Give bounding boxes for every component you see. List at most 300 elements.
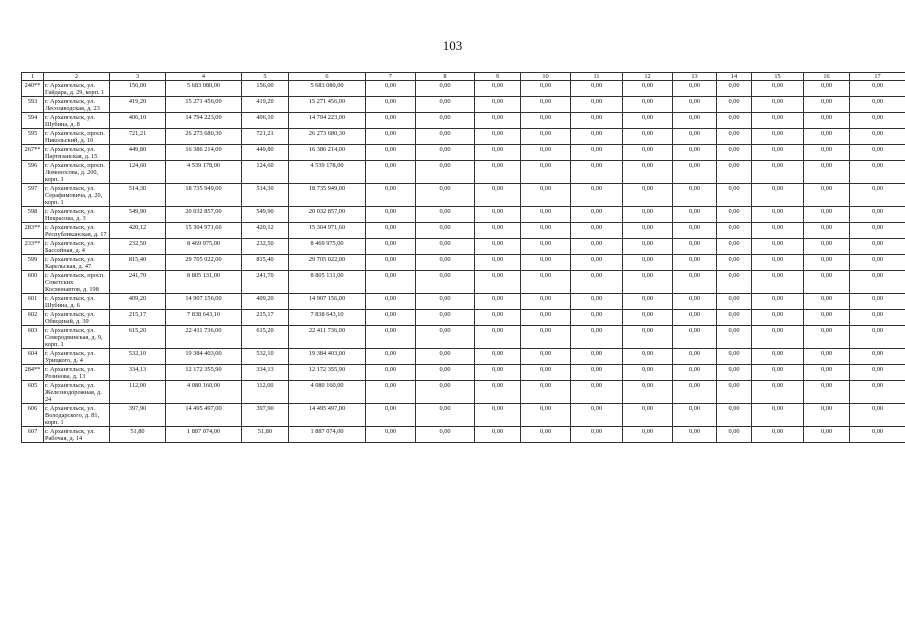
value-cell: 215,17 bbox=[242, 310, 289, 326]
page-number: 103 bbox=[442, 38, 463, 53]
value-cell: 0,00 bbox=[673, 255, 717, 271]
value-cell: 0,00 bbox=[717, 326, 752, 349]
table-row bbox=[22, 271, 905, 294]
value-cell: 406,10 bbox=[242, 113, 289, 129]
column-header: 6 bbox=[289, 73, 366, 81]
value-cell: 0,00 bbox=[571, 145, 623, 161]
value-cell: 0,00 bbox=[850, 381, 905, 404]
value-cell: 0,00 bbox=[752, 271, 804, 294]
value-cell: 419,20 bbox=[110, 97, 166, 113]
value-cell: 0,00 bbox=[623, 404, 673, 427]
value-cell: 0,00 bbox=[804, 184, 850, 207]
value-cell: 0,00 bbox=[366, 349, 416, 365]
value-cell: 0,00 bbox=[752, 255, 804, 271]
value-cell: 0,00 bbox=[752, 207, 804, 223]
address-cell: г. Архангельск, ул. Володарского, д. 81, корп. 1 bbox=[44, 404, 110, 427]
value-cell: 721,21 bbox=[110, 129, 166, 145]
value-cell: 15 304 971,60 bbox=[289, 223, 366, 239]
address-cell: г. Архангельск, ул. Партизанская, д. 15 bbox=[44, 145, 110, 161]
value-cell: 0,00 bbox=[571, 97, 623, 113]
table-row bbox=[22, 427, 905, 443]
column-header: 4 bbox=[166, 73, 242, 81]
address-cell: г. Архангельск, ул. Шубина, д. 6 bbox=[44, 294, 110, 310]
value-cell: 0,00 bbox=[752, 294, 804, 310]
value-cell: 14 794 223,00 bbox=[166, 113, 242, 129]
table-row bbox=[22, 255, 905, 271]
value-cell: 0,00 bbox=[521, 184, 571, 207]
value-cell: 0,00 bbox=[850, 97, 905, 113]
value-cell: 0,00 bbox=[475, 113, 521, 129]
value-cell: 19 384 403,00 bbox=[166, 349, 242, 365]
value-cell: 29 705 022,00 bbox=[289, 255, 366, 271]
value-cell: 0,00 bbox=[673, 161, 717, 184]
value-cell: 0,00 bbox=[521, 113, 571, 129]
value-cell: 0,00 bbox=[752, 427, 804, 443]
value-cell: 0,00 bbox=[475, 271, 521, 294]
value-cell: 0,00 bbox=[571, 271, 623, 294]
value-cell: 0,00 bbox=[366, 255, 416, 271]
address-cell: г. Архангельск, ул. Серафимовича, д. 20, корп. 1 bbox=[44, 184, 110, 207]
value-cell: 615,20 bbox=[110, 326, 166, 349]
value-cell: 0,00 bbox=[804, 294, 850, 310]
value-cell: 232,50 bbox=[242, 239, 289, 255]
value-cell: 0,00 bbox=[850, 161, 905, 184]
value-cell: 0,00 bbox=[717, 81, 752, 97]
column-header: 7 bbox=[366, 73, 416, 81]
value-cell: 532,10 bbox=[242, 349, 289, 365]
table-header bbox=[22, 73, 905, 81]
value-cell: 1 887 074,00 bbox=[166, 427, 242, 443]
value-cell: 0,00 bbox=[475, 239, 521, 255]
row-number-cell: 605 bbox=[22, 381, 44, 404]
value-cell: 0,00 bbox=[804, 145, 850, 161]
address-cell: г. Архангельск, ул. Некрасова, д. 3 bbox=[44, 207, 110, 223]
address-cell: г. Архангельск, ул. Шубина, д. 8 bbox=[44, 113, 110, 129]
value-cell: 0,00 bbox=[475, 326, 521, 349]
value-cell: 14 794 223,00 bbox=[289, 113, 366, 129]
value-cell: 0,00 bbox=[521, 365, 571, 381]
value-cell: 0,00 bbox=[366, 223, 416, 239]
value-cell: 0,00 bbox=[752, 404, 804, 427]
value-cell: 22 411 736,00 bbox=[289, 326, 366, 349]
value-cell: 0,00 bbox=[673, 184, 717, 207]
row-number-cell: 233** bbox=[22, 239, 44, 255]
table-row bbox=[22, 294, 905, 310]
row-number-cell: 284** bbox=[22, 365, 44, 381]
value-cell: 18 735 949,00 bbox=[289, 184, 366, 207]
value-cell: 420,12 bbox=[110, 223, 166, 239]
value-cell: 420,12 bbox=[242, 223, 289, 239]
row-number-cell: 607 bbox=[22, 427, 44, 443]
value-cell: 0,00 bbox=[752, 184, 804, 207]
table-row bbox=[22, 145, 905, 161]
value-cell: 0,00 bbox=[717, 113, 752, 129]
value-cell: 241,70 bbox=[110, 271, 166, 294]
value-cell: 7 838 643,10 bbox=[166, 310, 242, 326]
value-cell: 0,00 bbox=[475, 381, 521, 404]
value-cell: 0,00 bbox=[717, 294, 752, 310]
value-cell: 0,00 bbox=[416, 129, 475, 145]
value-cell: 0,00 bbox=[850, 404, 905, 427]
value-cell: 5 683 080,00 bbox=[166, 81, 242, 97]
value-cell: 514,30 bbox=[242, 184, 289, 207]
value-cell: 0,00 bbox=[804, 255, 850, 271]
row-number-cell: 599 bbox=[22, 255, 44, 271]
address-cell: г. Архангельск, ул. Урицкого, д. 4 bbox=[44, 349, 110, 365]
value-cell: 0,00 bbox=[475, 294, 521, 310]
value-cell: 0,00 bbox=[673, 349, 717, 365]
value-cell: 16 386 214,00 bbox=[166, 145, 242, 161]
value-cell: 0,00 bbox=[416, 349, 475, 365]
value-cell: 0,00 bbox=[571, 239, 623, 255]
table-row bbox=[22, 161, 905, 184]
value-cell: 0,00 bbox=[673, 271, 717, 294]
value-cell: 0,00 bbox=[673, 145, 717, 161]
value-cell: 26 273 680,30 bbox=[289, 129, 366, 145]
value-cell: 0,00 bbox=[571, 113, 623, 129]
table-row bbox=[22, 381, 905, 404]
row-number-cell: 594 bbox=[22, 113, 44, 129]
value-cell: 0,00 bbox=[623, 294, 673, 310]
value-cell: 0,00 bbox=[571, 310, 623, 326]
value-cell: 0,00 bbox=[366, 207, 416, 223]
value-cell: 0,00 bbox=[673, 326, 717, 349]
value-cell: 0,00 bbox=[623, 239, 673, 255]
value-cell: 0,00 bbox=[804, 381, 850, 404]
value-cell: 0,00 bbox=[804, 113, 850, 129]
value-cell: 0,00 bbox=[521, 294, 571, 310]
value-cell: 232,50 bbox=[110, 239, 166, 255]
value-cell: 0,00 bbox=[673, 239, 717, 255]
value-cell: 0,00 bbox=[521, 81, 571, 97]
value-cell: 0,00 bbox=[366, 129, 416, 145]
value-cell: 0,00 bbox=[475, 129, 521, 145]
value-cell: 0,00 bbox=[475, 349, 521, 365]
value-cell: 241,70 bbox=[242, 271, 289, 294]
value-cell: 0,00 bbox=[366, 161, 416, 184]
value-cell: 0,00 bbox=[366, 310, 416, 326]
value-cell: 0,00 bbox=[752, 161, 804, 184]
value-cell: 0,00 bbox=[623, 255, 673, 271]
value-cell: 15 304 971,60 bbox=[166, 223, 242, 239]
value-cell: 0,00 bbox=[804, 161, 850, 184]
value-cell: 0,00 bbox=[804, 223, 850, 239]
value-cell: 8 469 975,00 bbox=[289, 239, 366, 255]
value-cell: 14 495 497,00 bbox=[289, 404, 366, 427]
value-cell: 0,00 bbox=[804, 427, 850, 443]
value-cell: 0,00 bbox=[416, 184, 475, 207]
value-cell: 0,00 bbox=[475, 97, 521, 113]
value-cell: 0,00 bbox=[416, 381, 475, 404]
value-cell: 22 411 736,00 bbox=[166, 326, 242, 349]
value-cell: 0,00 bbox=[571, 161, 623, 184]
value-cell: 0,00 bbox=[850, 326, 905, 349]
value-cell: 0,00 bbox=[475, 81, 521, 97]
value-cell: 5 683 080,00 bbox=[289, 81, 366, 97]
value-cell: 0,00 bbox=[850, 207, 905, 223]
value-cell: 0,00 bbox=[752, 129, 804, 145]
address-cell: г. Архангельск, ул. Обводный, д. 39 bbox=[44, 310, 110, 326]
table-row bbox=[22, 404, 905, 427]
value-cell: 4 080 160,00 bbox=[289, 381, 366, 404]
value-cell: 0,00 bbox=[475, 161, 521, 184]
value-cell: 0,00 bbox=[623, 113, 673, 129]
value-cell: 18 735 949,00 bbox=[166, 184, 242, 207]
value-cell: 0,00 bbox=[571, 326, 623, 349]
value-cell: 0,00 bbox=[717, 145, 752, 161]
value-cell: 0,00 bbox=[571, 207, 623, 223]
value-cell: 0,00 bbox=[416, 223, 475, 239]
table-row bbox=[22, 349, 905, 365]
table-row bbox=[22, 97, 905, 113]
value-cell: 0,00 bbox=[673, 129, 717, 145]
value-cell: 0,00 bbox=[521, 326, 571, 349]
value-cell: 16 386 214,00 bbox=[289, 145, 366, 161]
value-cell: 0,00 bbox=[571, 184, 623, 207]
address-cell: г. Архангельск, ул. Гайдара, д. 29, корп. 1 bbox=[44, 81, 110, 97]
value-cell: 0,00 bbox=[366, 239, 416, 255]
value-cell: 0,00 bbox=[416, 404, 475, 427]
value-cell: 0,00 bbox=[804, 207, 850, 223]
value-cell: 0,00 bbox=[804, 404, 850, 427]
column-header: 17 bbox=[850, 73, 905, 81]
value-cell: 0,00 bbox=[416, 97, 475, 113]
value-cell: 20 032 857,00 bbox=[166, 207, 242, 223]
value-cell: 0,00 bbox=[475, 223, 521, 239]
address-cell: г. Архангельск, ул. Карельская, д. 47 bbox=[44, 255, 110, 271]
value-cell: 0,00 bbox=[571, 427, 623, 443]
table-row bbox=[22, 223, 905, 239]
value-cell: 0,00 bbox=[521, 271, 571, 294]
value-cell: 0,00 bbox=[717, 349, 752, 365]
value-cell: 4 539 178,00 bbox=[166, 161, 242, 184]
address-cell: г. Архангельск, ул. Рабочая, д. 14 bbox=[44, 427, 110, 443]
value-cell: 0,00 bbox=[475, 145, 521, 161]
value-cell: 0,00 bbox=[366, 184, 416, 207]
value-cell: 14 907 156,00 bbox=[289, 294, 366, 310]
row-number-cell: 267** bbox=[22, 145, 44, 161]
value-cell: 0,00 bbox=[850, 239, 905, 255]
value-cell: 0,00 bbox=[475, 427, 521, 443]
value-cell: 124,60 bbox=[110, 161, 166, 184]
row-number-cell: 593 bbox=[22, 97, 44, 113]
value-cell: 0,00 bbox=[475, 184, 521, 207]
column-header: 5 bbox=[242, 73, 289, 81]
value-cell: 549,90 bbox=[242, 207, 289, 223]
value-cell: 0,00 bbox=[623, 310, 673, 326]
value-cell: 8 805 131,00 bbox=[289, 271, 366, 294]
value-cell: 0,00 bbox=[623, 349, 673, 365]
value-cell: 0,00 bbox=[416, 255, 475, 271]
value-cell: 0,00 bbox=[673, 223, 717, 239]
value-cell: 0,00 bbox=[850, 223, 905, 239]
value-cell: 0,00 bbox=[717, 239, 752, 255]
value-cell: 0,00 bbox=[850, 349, 905, 365]
table-row bbox=[22, 207, 905, 223]
column-header: 10 bbox=[521, 73, 571, 81]
value-cell: 0,00 bbox=[475, 365, 521, 381]
value-cell: 14 907 156,00 bbox=[166, 294, 242, 310]
value-cell: 0,00 bbox=[623, 129, 673, 145]
value-cell: 0,00 bbox=[366, 326, 416, 349]
value-cell: 0,00 bbox=[521, 161, 571, 184]
table-row bbox=[22, 239, 905, 255]
value-cell: 0,00 bbox=[571, 255, 623, 271]
value-cell: 156,00 bbox=[110, 81, 166, 97]
value-cell: 0,00 bbox=[623, 365, 673, 381]
value-cell: 0,00 bbox=[623, 184, 673, 207]
value-cell: 0,00 bbox=[752, 81, 804, 97]
value-cell: 449,80 bbox=[110, 145, 166, 161]
value-cell: 0,00 bbox=[475, 404, 521, 427]
value-cell: 0,00 bbox=[717, 184, 752, 207]
value-cell: 14 495 497,00 bbox=[166, 404, 242, 427]
value-cell: 0,00 bbox=[717, 310, 752, 326]
value-cell: 0,00 bbox=[416, 326, 475, 349]
column-header: 8 bbox=[416, 73, 475, 81]
value-cell: 15 271 456,00 bbox=[289, 97, 366, 113]
value-cell: 0,00 bbox=[850, 271, 905, 294]
value-cell: 0,00 bbox=[416, 207, 475, 223]
value-cell: 409,20 bbox=[110, 294, 166, 310]
value-cell: 0,00 bbox=[416, 113, 475, 129]
value-cell: 0,00 bbox=[804, 349, 850, 365]
row-number-cell: 598 bbox=[22, 207, 44, 223]
row-number-cell: 283** bbox=[22, 223, 44, 239]
address-cell: г. Архангельск, ул. Лесозаводская, д. 23 bbox=[44, 97, 110, 113]
value-cell: 0,00 bbox=[752, 113, 804, 129]
table-row bbox=[22, 326, 905, 349]
value-cell: 0,00 bbox=[521, 207, 571, 223]
value-cell: 0,00 bbox=[571, 129, 623, 145]
value-cell: 0,00 bbox=[752, 223, 804, 239]
value-cell: 0,00 bbox=[521, 255, 571, 271]
column-header: 14 bbox=[717, 73, 752, 81]
value-cell: 0,00 bbox=[850, 113, 905, 129]
value-cell: 156,00 bbox=[242, 81, 289, 97]
value-cell: 409,20 bbox=[242, 294, 289, 310]
value-cell: 0,00 bbox=[752, 97, 804, 113]
value-cell: 0,00 bbox=[804, 81, 850, 97]
row-number-cell: 596 bbox=[22, 161, 44, 184]
value-cell: 0,00 bbox=[366, 97, 416, 113]
column-header: 9 bbox=[475, 73, 521, 81]
value-cell: 419,20 bbox=[242, 97, 289, 113]
value-cell: 0,00 bbox=[717, 404, 752, 427]
value-cell: 0,00 bbox=[804, 310, 850, 326]
value-cell: 0,00 bbox=[850, 129, 905, 145]
value-cell: 406,10 bbox=[110, 113, 166, 129]
row-number-cell: 595 bbox=[22, 129, 44, 145]
value-cell: 0,00 bbox=[673, 294, 717, 310]
value-cell: 0,00 bbox=[366, 145, 416, 161]
value-cell: 0,00 bbox=[850, 310, 905, 326]
value-cell: 0,00 bbox=[752, 239, 804, 255]
value-cell: 0,00 bbox=[416, 310, 475, 326]
value-cell: 0,00 bbox=[673, 404, 717, 427]
value-cell: 0,00 bbox=[623, 381, 673, 404]
value-cell: 0,00 bbox=[623, 161, 673, 184]
value-cell: 0,00 bbox=[571, 349, 623, 365]
value-cell: 0,00 bbox=[521, 97, 571, 113]
address-cell: г. Архангельск, просп. Советских Космонавтов, д. 198 bbox=[44, 271, 110, 294]
value-cell: 0,00 bbox=[416, 81, 475, 97]
value-cell: 0,00 bbox=[717, 365, 752, 381]
header-row bbox=[22, 73, 905, 81]
value-cell: 12 172 355,90 bbox=[166, 365, 242, 381]
value-cell: 397,90 bbox=[242, 404, 289, 427]
value-cell: 0,00 bbox=[752, 349, 804, 365]
value-cell: 0,00 bbox=[571, 294, 623, 310]
value-cell: 51,80 bbox=[110, 427, 166, 443]
value-cell: 0,00 bbox=[717, 97, 752, 113]
value-cell: 215,17 bbox=[110, 310, 166, 326]
value-cell: 0,00 bbox=[416, 365, 475, 381]
address-cell: г. Архангельск, ул. Северодвинская, д. 9, корп. 1 bbox=[44, 326, 110, 349]
value-cell: 20 032 857,00 bbox=[289, 207, 366, 223]
data-table bbox=[21, 72, 905, 443]
value-cell: 0,00 bbox=[850, 81, 905, 97]
table-row bbox=[22, 365, 905, 381]
row-number-cell: 604 bbox=[22, 349, 44, 365]
value-cell: 0,00 bbox=[521, 239, 571, 255]
value-cell: 51,80 bbox=[242, 427, 289, 443]
value-cell: 0,00 bbox=[416, 427, 475, 443]
table-row bbox=[22, 81, 905, 97]
value-cell: 514,30 bbox=[110, 184, 166, 207]
value-cell: 0,00 bbox=[804, 129, 850, 145]
value-cell: 0,00 bbox=[366, 427, 416, 443]
address-cell: г. Архангельск, просп. Ломоносова, д. 200, корп. 1 bbox=[44, 161, 110, 184]
value-cell: 449,80 bbox=[242, 145, 289, 161]
value-cell: 15 271 456,00 bbox=[166, 97, 242, 113]
value-cell: 0,00 bbox=[521, 310, 571, 326]
value-cell: 0,00 bbox=[804, 97, 850, 113]
value-cell: 0,00 bbox=[623, 427, 673, 443]
value-cell: 0,00 bbox=[717, 161, 752, 184]
value-cell: 0,00 bbox=[416, 294, 475, 310]
value-cell: 0,00 bbox=[571, 404, 623, 427]
value-cell: 0,00 bbox=[623, 223, 673, 239]
value-cell: 0,00 bbox=[804, 271, 850, 294]
value-cell: 0,00 bbox=[804, 365, 850, 381]
column-header: 13 bbox=[673, 73, 717, 81]
value-cell: 0,00 bbox=[366, 365, 416, 381]
value-cell: 0,00 bbox=[521, 145, 571, 161]
value-cell: 4 080 160,00 bbox=[166, 381, 242, 404]
value-cell: 0,00 bbox=[752, 310, 804, 326]
value-cell: 0,00 bbox=[850, 184, 905, 207]
value-cell: 0,00 bbox=[475, 310, 521, 326]
value-cell: 0,00 bbox=[623, 207, 673, 223]
value-cell: 0,00 bbox=[673, 81, 717, 97]
value-cell: 8 469 975,00 bbox=[166, 239, 242, 255]
value-cell: 0,00 bbox=[521, 129, 571, 145]
value-cell: 0,00 bbox=[623, 326, 673, 349]
value-cell: 0,00 bbox=[521, 381, 571, 404]
table-body bbox=[22, 81, 905, 443]
value-cell: 0,00 bbox=[804, 326, 850, 349]
value-cell: 0,00 bbox=[717, 223, 752, 239]
value-cell: 0,00 bbox=[717, 271, 752, 294]
column-header: 11 bbox=[571, 73, 623, 81]
table-row bbox=[22, 113, 905, 129]
row-number-cell: 601 bbox=[22, 294, 44, 310]
address-cell: г. Архангельск, просп. Никольский, д. 10 bbox=[44, 129, 110, 145]
value-cell: 0,00 bbox=[752, 365, 804, 381]
value-cell: 0,00 bbox=[475, 207, 521, 223]
address-cell: г. Архангельск, ул. Бассейная, д. 4 bbox=[44, 239, 110, 255]
